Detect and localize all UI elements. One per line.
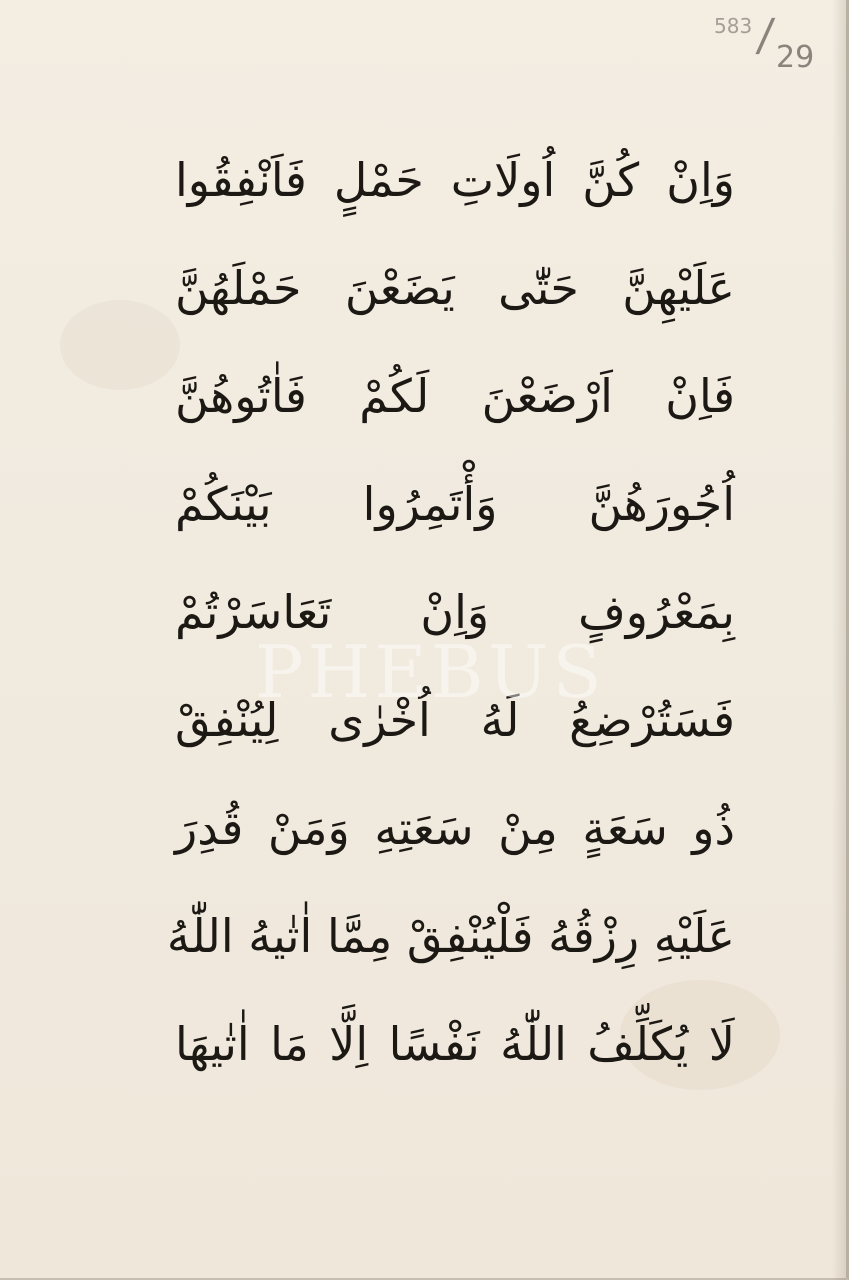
watermark: PHEBUS: [255, 630, 606, 714]
text-line-5: بِمَعْرُوفٍ وَاِنْ تَعَاسَرْتُمْ: [175, 585, 735, 639]
page-edge-shadow: [832, 0, 846, 1280]
folio-number: [714, 10, 824, 80]
text-line-6: فَسَتُرْضِعُ لَهُ اُخْرٰى لِيُنْفِقْ: [175, 693, 735, 747]
folio-slash: /: [754, 10, 777, 61]
text-line-3: فَاِنْ اَرْضَعْنَ لَكُمْ فَاٰتُوهُنَّ: [175, 369, 735, 423]
calligraphy-text-block: [166, 110, 755, 1110]
folio-new-number: 29: [776, 40, 815, 75]
paper-stain: [60, 300, 180, 390]
text-line-7: ذُو سَعَةٍ مِنْ سَعَتِهِ وَمَنْ قُدِرَ: [175, 801, 735, 855]
text-line-4: اُجُورَهُنَّ وَأْتَمِرُوا بَيْنَكُمْ: [175, 477, 735, 531]
text-line-8: عَلَيْهِ رِزْقُهُ فَلْيُنْفِقْ مِمَّا اٰتٰيهُ اللّٰهُ: [166, 909, 735, 963]
folio-old-number: 583: [714, 14, 753, 38]
text-line-2: عَلَيْهِنَّ حَتّٰى يَضَعْنَ حَمْلَهُنَّ: [175, 261, 735, 315]
text-line-9: لَا يُكَلِّفُ اللّٰهُ نَفْسًا اِلَّا مَا اٰتٰيهَا: [175, 1017, 735, 1071]
text-line-1: وَاِنْ كُنَّ اُولَاتِ حَمْلٍ فَاَنْفِقُوا: [175, 153, 735, 207]
